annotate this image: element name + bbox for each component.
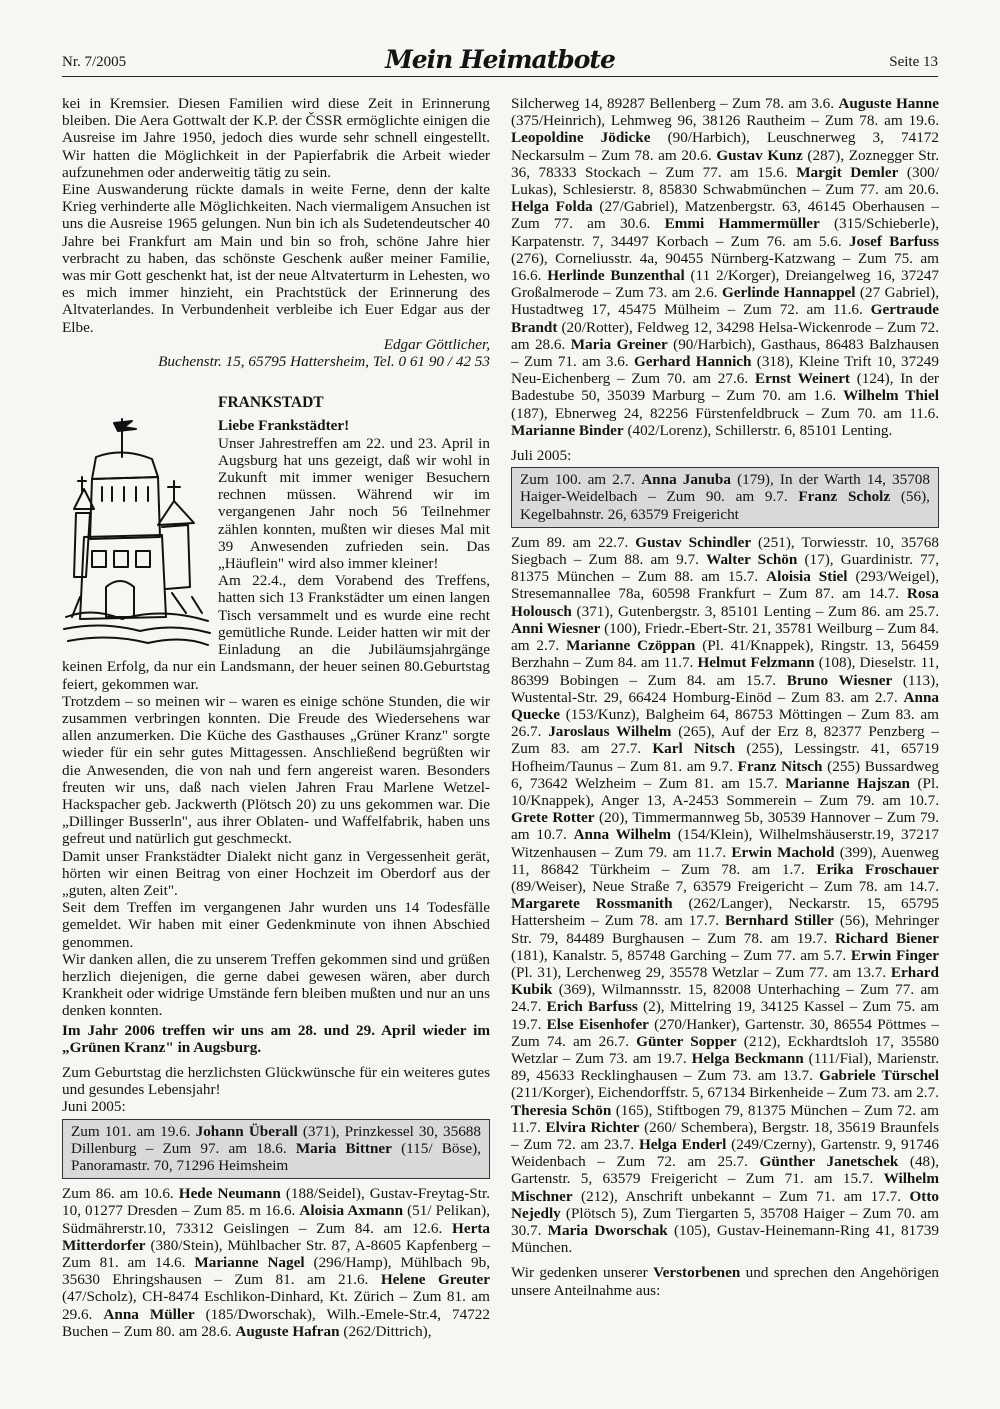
july-highlight-box: Zum 100. am 2.7. Anna Januba (179), In der Warth 14, 35708 Haiger-Weidelbach – Zum 90. am 9.7. Franz Scholz (56), Kegelbahnstr. 26, 63579 Freigericht — [511, 467, 939, 528]
person-name: Anna Müller — [103, 1305, 195, 1323]
birthday-wishes: Zum Geburtstag die herzlichsten Glückwünsche für ein weiteres gutes und gesundes Lebensjahr! — [62, 1063, 490, 1099]
section-title: FRANKSTADT — [218, 394, 324, 412]
person-name: Gabriele Türschel — [819, 1067, 939, 1085]
person-name: Marianne Binder — [511, 421, 624, 439]
person-name: Herlinde Bunzenthal — [547, 267, 685, 285]
person-name: Elvira Richter — [545, 1118, 640, 1136]
person-name: Helene Greuter — [380, 1271, 490, 1289]
body-paragraph: Trotzdem – so meinen wir – waren es einige schöne Stunden, die wir zusammen verbringen konnten. Die Freude des Wiedersehens war allen anzumerken. Die Küche des Gasthauses „Grüner Kranz" sorgte wieder für ein sehr gutes Mittagessen. Anschließend begrüßten wir die Anwesenden, die von nah und fern angereist waren. Besonders freuten wir uns, daß nach vielen Jahren Frau Marlene Wetzel-Hackspacher geb. Jackwerth (Plötsch 20) zu uns gekommen war. Die „Dillinger Busserln", aus ihrer Oblaten- und Waffelfabrik, haben uns gefreut und natürlich gut geschmeckt. — [62, 692, 490, 848]
person-name: Helmut Felzmann — [697, 654, 815, 672]
page-number: Seite 13 — [889, 54, 938, 70]
person-name: Maria Bittner — [295, 1139, 392, 1157]
person-name: Gustav Kunz — [716, 146, 803, 164]
person-name: Bruno Wiesner — [786, 671, 893, 689]
person-name: Aloisia Axmann — [299, 1202, 404, 1220]
person-name: Else Eisenhofer — [546, 1015, 649, 1033]
person-name: Richard Biener — [835, 929, 939, 947]
person-name: Ernst Weinert — [754, 370, 850, 388]
person-name: Marianne Hajszan — [785, 774, 910, 792]
issue-number: Nr. 7/2005 — [62, 54, 127, 70]
person-name: Günther Janetschek — [759, 1153, 899, 1171]
signature-address: Buchenstr. 15, 65795 Hattersheim, Tel. 0 61 90 / 42 53 — [158, 353, 490, 371]
person-name: Walter Schön — [706, 551, 798, 569]
person-name: Verstorbenen — [653, 1264, 741, 1282]
page-header — [62, 40, 938, 77]
condolences-paragraph: Wir gedenken unserer Verstorbenen und sprechen den Angehörigen unsere Anteilnahme aus: — [511, 1264, 940, 1299]
body-paragraph: Seit dem Treffen im vergangenen Jahr wurden uns 14 Todesfälle gemeldet. Wir haben mit einer Gedenkminute von ihnen Abschied genommen. — [62, 899, 490, 951]
person-name: Auguste Hafran — [235, 1322, 340, 1340]
greeting: Liebe Frankstädter! — [218, 417, 350, 435]
june-label: Juni 2005: — [62, 1098, 126, 1116]
person-name: Hede Neumann — [178, 1185, 281, 1203]
person-name: Johann Überall — [195, 1122, 298, 1140]
masthead-title: Mein Heimatbote — [385, 45, 615, 74]
person-name: Herta Mitterdorfer — [62, 1219, 490, 1254]
body-paragraph: Unser Jahrestreffen am 22. und 23. April in Augsburg hat uns gezeigt, daß wir wohl in Zukunft mit immer weniger Besuchern rechnen müssen. Während wir im vergangenen Jahr noch 56 Teilnehmer zählen konnten, mußten wir dieses Mal mit 39 Anwesenden zufrieden sein. Das „Häuflein" wird also immer kleiner! — [218, 434, 490, 573]
person-name: Gerlinde Hannappel — [721, 284, 856, 302]
july-birthday-list: Zum 89. am 22.7. Gustav Schindler (251), Torwiesstr. 10, 35768 Siegbach – Zum 88. am 9.7. Walter Schön (17), Guardinistr. 77, 81375 München – Zum 88. am 15.7. Aloisia Stiel (293/Weigel), Stresemannallee 78a, 60598 Frankfurt – Zum 87. am 14.7. Rosa Holousch (371), Gutenbergstr. 3, 85101 Lenting – Zum 86. am 25.7. Anni Wiesner (100), Friedr.-Ebert-Str. 21, 35781 Weilburg – Zum 84. am 2.7. Marianne Czöppan (Pl. 41/Knappek), Ringstr. 13, 56459 Berzhahn – Zum 84. am 11.7. Helmut Felzmann (108), Dieselstr. 11, 86399 Bobingen – Zum 84. am 15.7. Bruno Wiesner (113), Wustental-Str. 29, 66424 Homburg-Einöd – Zum 83. am 2.7. Anna Quecke (153/Kunz), Balgheim 64, 86753 Möttingen – Zum 83. am 26.7. Jaroslaus Wilhelm (265), Auf der Erz 8, 82377 Penzberg – Zum 83. am 27.7. Karl Nitsch (255), Lessingstr. 41, 65719 Hofheim/Taunus – Zum 81. am 9.7. Franz Nitsch (255) Bussardweg 6, 73642 Welzheim – Zum 81. am 15.7. Marianne Hajszan (Pl. 10/Knappek), Anger 13, A-2453 Sommerein – Zum 79. am 10.7. Grete Rotter (20), Timmermannweg 5b, 30539 Hannover – Zum 79. am 10.7. Anna Wilhelm (154/Klein), Wilhelmshäuserstr.19, 37217 Witzenhausen – Zum 79. am 11.7. Erwin Machold (399), Auenweg 11, 86842 Türkheim – Zum 78. am 1.7. Erika Froschauer (89/Weiser), Neue Straße 7, 63579 Freigericht – Zum 78. am 14.7. Margarete Rossmanith (262/Langer), Neckarstr. 15, 65795 Hattersheim – Zum 78. am 17.7. Bernhard Stiller (56), Mehringer Str. 79, 84489 Burghausen – Zum 78. am 19.7. Richard Biener (181), Kanalstr. 5, 85748 Garching – Zum 77. am 5.7. Erwin Finger (Pl. 31), Lerchenweg 29, 35578 Wetzlar – Zum 77. am 13.7. Erhard Kubik (369), Wilmannsstr. 15, 82008 Unterhaching – Zum 77. am 24.7. Erich Barfuss (2), Mittelring 19, 34125 Kassel – Zum 75. am 19.7. Else Eisenhofer (270/Hanker), Gartenstr. 30, 86554 Pöttmes – Zum 74. am 26.7. Günter Sopper (212), Eckhardtsloh 17, 35580 Wetzlar – Zum 73. am 19.7. Helga Beckmann (111/Fial), Marienstr. 89, 45633 Recklinghausen – Zum 73. am 13.7. Gabriele Türschel (211/Korger), Eichendorffstr. 5, 67134 Birkenheide – Zum 73. am 2.7. Theresia Schön (165), Stiftbogen 79, 81375 München – Zum 72. am 11.7. Elvira Richter (260/ Schembera), Bergstr. 18, 35619 Braunfels – Zum 72. am 23.7. Helga Enderl (249/Czerny), Gartenstr. 9, 91746 Weidenbach – Zum 72. am 25.7. Günther Janetschek (48), Gartenstr. 5, 63579 Freigericht – Zum 71. am 15.7. Wilhelm Mischner (212), Anschrift unbekannt – Zum 71. am 17.7. Otto Nejedly (Plötsch 5), Zum Tiergarten 5, 35708 Haiger – Zum 70. am 30.7. Maria Dworschak (105), Gustav-Heinemann-Ring 41, 81739 München. — [511, 533, 940, 1257]
body-paragraph: Damit unser Frankstädter Dialekt nicht ganz in Vergessenheit gerät, hörten wir einen Beitrag von einer Hochzeit im Oberdorf aus der „guten, alten Zeit". — [62, 847, 490, 899]
person-name: Gertraude Brandt — [511, 301, 939, 336]
person-name: Erich Barfuss — [546, 998, 638, 1016]
person-name: Emmi Hammermüller — [664, 215, 820, 233]
person-name: Erwin Machold — [731, 843, 835, 861]
person-name: Erika Froschauer — [816, 860, 939, 878]
intro-paragraph: kei in Kremsier. Diesen Familien wird diese Zeit in Erinnerung bleiben. Die Aera Gottwalt der K.P. der ČSSR ermöglichte einigen die Ausreise im Jahre 1950, jedoch dies wurde sehr schnell eingestellt. Wir hatten die Möglichkeit in der Papierfabrik die Arbeit wieder aufzunehmen oder anderweitig tätig zu sein. — [62, 95, 490, 181]
person-name: Helga Beckmann — [691, 1049, 804, 1067]
person-name: Franz Nitsch — [737, 757, 823, 775]
signature-name: Edgar Göttlicher, — [383, 335, 490, 353]
person-name: Helga Enderl — [638, 1135, 727, 1153]
right-column — [511, 95, 939, 1299]
person-name: Anna Wilhelm — [573, 826, 671, 844]
person-name: Otto Nejedly — [511, 1187, 939, 1222]
castle-tower-illustration — [62, 417, 212, 655]
person-name: Maria Greiner — [570, 335, 668, 353]
left-column — [62, 95, 490, 1340]
person-name: Rosa Holousch — [511, 585, 939, 620]
body-paragraph: Am 22.4., dem Vorabend des Treffens, hatten sich 13 Frankstädter um einen langen Tisch versammelt und es wurde eine recht gemütliche Runde. Leider hatten wir mit der Einladung an die Jubiläumsjahrgänge keinen Erfolg, da nur ein Landsmann, der heuer seinen 80.Geburtstag feiert, gekommen war. — [62, 572, 490, 693]
person-name: Günter Sopper — [636, 1032, 737, 1050]
person-name: Marianne Czöppan — [566, 637, 696, 655]
person-name: Anna Quecke — [511, 688, 939, 723]
person-name: Anni Wiesner — [511, 619, 601, 637]
person-name: Wilhelm Thiel — [843, 387, 939, 405]
person-name: Gerhard Hannich — [633, 353, 752, 371]
person-name: Bernhard Stiller — [725, 912, 834, 930]
july-label: Juli 2005: — [511, 447, 572, 465]
person-name: Josef Barfuss — [849, 232, 940, 250]
person-name: Theresia Schön — [511, 1101, 612, 1119]
person-name: Auguste Hanne — [838, 95, 939, 112]
person-name: Anna Januba — [641, 471, 731, 489]
person-name: Maria Dworschak — [547, 1222, 668, 1239]
person-name: Margarete Rossmanith — [511, 895, 673, 913]
person-name: Wilhelm Mischner — [511, 1170, 939, 1205]
person-name: Aloisia Stiel — [766, 568, 848, 586]
person-name: Marianne Nagel — [194, 1254, 305, 1271]
body-paragraph: Wir danken allen, die zu unserem Treffen gekommen sind und grüßen herzlich diejenigen, die gerne dabei gewesen wären, aber durch Krankheit oder widrige Umstände fern bleiben mußten und nur an uns denken konnten. — [62, 950, 490, 1020]
person-name: Grete Rotter — [511, 809, 595, 827]
person-name: Erhard Kubik — [511, 963, 939, 999]
person-name: Margit Demler — [796, 163, 899, 181]
intro-paragraph: Eine Auswanderung rückte damals in weite Ferne, denn der kalte Krieg verhinderte alle Möglichkeiten. Nach viermaligem Ansuchen ist uns die Ausreise 1965 gelungen. Nun bin ich als Sudetendeutscher 40 Jahre bei Frankfurt am Main und bin so froh, schöne Jahre hier verbracht zu haben, das schönste Geschenk außer meiner Familie, was mir Gott geschenkt hat, ist der neue Altvaterturm in Lehesten, wo es mich immer hinzieht, ein Prachtstück der Erinnerung des Altvaterlandes. In Verbundenheit verbleibe ich Euer Edgar aus der Elbe. — [62, 181, 490, 336]
next-meeting-announcement: Im Jahr 2006 treffen wir uns am 28. und 29. April wieder im „Grünen Kranz" in Augsburg. — [62, 1021, 490, 1056]
person-name: Franz Scholz — [798, 488, 891, 506]
person-name: Leopoldine Jödicke — [511, 129, 651, 147]
person-name: Erwin Finger — [850, 946, 939, 964]
june-highlight-box: Zum 101. am 19.6. Johann Überall (371), Prinzkessel 30, 35688 Dillenburg – Zum 97. am 18.6. Maria Bittner (115/ Böse), Panoramastr. 70, 71296 Heimsheim — [62, 1119, 490, 1180]
person-name: Helga Folda — [511, 198, 593, 216]
june-birthday-list: Zum 86. am 10.6. Hede Neumann (188/Seidel), Gustav-Freytag-Str. 10, 01277 Dresden – Zum 85. m 16.6. Aloisia Axmann (51/ Pelikan), Südmährerstr.10, 73312 Geislingen – Zum 84. am 12.6. Herta Mitterdorfer (380/Stein), Mühlbacher Str. 87, A-8605 Kapfenberg – Zum 81. am 14.6. Marianne Nagel (296/Hamp), Mühlbach 9b, 35630 Ehringshausen – Zum 81. am 21.6. Helene Greuter (47/Scholz), CH-8474 Eschlikon-Dinhard, Kt. Zürich – Zum 81. am 29.6. Anna Müller (185/Dworschak), Wilh.-Emele-Str.4, 74722 Buchen – Zum 80. am 28.6. Auguste Hafran (262/Dittrich), — [62, 1185, 491, 1340]
person-name: Karl Nitsch — [652, 740, 736, 758]
june-birthday-list-continued: Silcherweg 14, 89287 Bellenberg – Zum 78. am 3.6. Auguste Hanne (375/Heinrich), Lehmweg 96, 38126 Rautheim – Zum 78. am 19.6. Leopoldine Jödicke (90/Harbich), Leuschnerweg 3, 74172 Neckarsulm – Zum 78. am 20.6. Gustav Kunz (287), Zoznegger Str. 36, 78333 Stockach – Zum 77. am 15.6. Margit Demler (300/ Lukas), Schlesierstr. 8, 85830 Schwabmünchen – Zum 77. am 20.6. Helga Folda (27/Gabriel), Matzenbergstr. 63, 46145 Oberhausen – Zum 77. am 30.6. Emmi Hammermüller (315/Schieberle), Karpatenstr. 7, 34497 Korbach – Zum 76. am 5.6. Josef Barfuss (276), Corneliusstr. 4a, 90455 Nürnberg-Katzwang – Zum 75. am 16.6. Herlinde Bunzenthal (11 2/Korger), Dreiangelweg 16, 37247 Großalmerode – Zum 73. am 2.6. Gerlinde Hannappel (27 Gabriel), Hustadtweg 17, 45475 Mülheim – Zum 72. am 11.6. Gertraude Brandt (20/Rotter), Feldweg 12, 34298 Helsa-Wickenrode – Zum 72. am 28.6. Maria Greiner (90/Harbich), Gasthaus, 86483 Balzhausen – Zum 71. am 3.6. Gerhard Hannich (318), Kleine Trift 10, 37249 Neu-Eichenberg – Zum 70. am 27.6. Ernst Weinert (124), In der Badestube 50, 35039 Marburg – Zum 70. am 1.6. Wilhelm Thiel (187), Ebnerweg 24, 82256 Fürstenfeldbruck – Zum 70. am 11.6. Marianne Binder (402/Lorenz), Schillerstr. 6, 85101 Lenting. — [511, 95, 940, 439]
person-name: Gustav Schindler — [635, 533, 752, 551]
person-name: Jaroslaus Wilhelm — [548, 723, 672, 741]
